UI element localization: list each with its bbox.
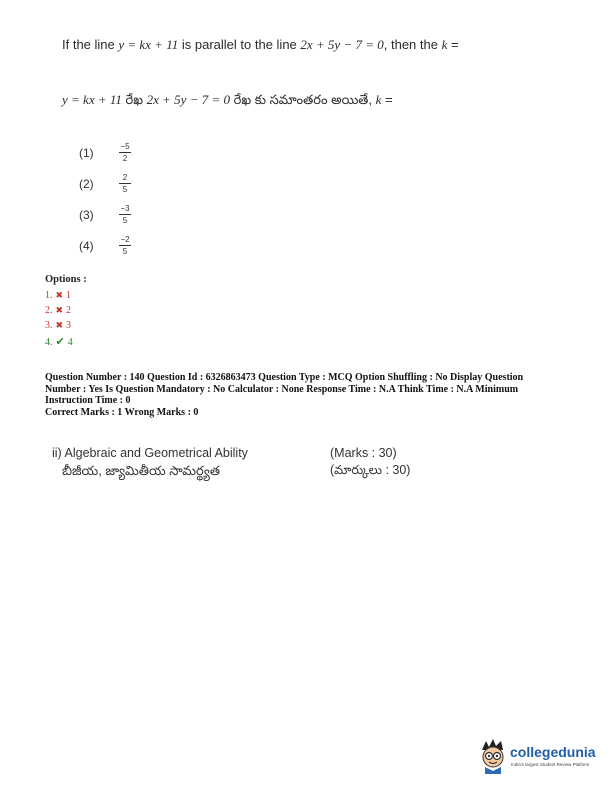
option-index: 2.	[45, 305, 53, 316]
option-value: 1	[66, 290, 72, 301]
choice-fraction-2	[118, 173, 132, 194]
option-value: 4	[67, 337, 73, 348]
option-index: 4.	[45, 337, 53, 348]
section-marks-english: (Marks : 30)	[330, 446, 397, 460]
choice-label-4: (4)	[79, 239, 94, 253]
mascot-icon	[478, 738, 508, 774]
option-row-3	[45, 320, 71, 331]
variable-k-te: k	[375, 92, 382, 107]
choice-label-1: (1)	[79, 146, 94, 160]
variable-k: k	[441, 37, 448, 52]
option-index: 3.	[45, 320, 53, 331]
option-row-2	[45, 305, 71, 316]
question-metadata	[45, 372, 565, 418]
meta-line-4: Correct Marks : 1 Wrong Marks : 0	[45, 406, 199, 418]
question-text-end: =	[447, 37, 459, 52]
numerator: −2	[120, 235, 130, 244]
meta-line-3: Instruction Time : 0	[45, 395, 131, 406]
denominator: 5	[122, 185, 128, 194]
denominator: 2	[122, 154, 128, 163]
meta-line-1: Question Number : 140 Question Id : 6326863473 Question Type : MCQ Option Shuffling : No Display Question	[45, 372, 524, 383]
check-icon: ✔	[55, 336, 65, 348]
choice-label-2: (2)	[79, 177, 94, 191]
section-marks-telugu: (మార్కులు : 30)	[330, 463, 411, 477]
cross-icon: ✖	[55, 305, 64, 315]
equation-2-te: 2x + 5y − 7 = 0	[146, 92, 230, 107]
choice-fraction-3	[118, 204, 132, 225]
meta-line-2: Number : Yes Is Question Mandatory : No Calculator : None Response Time : N.A Think Time : N.A Minimum	[45, 383, 519, 395]
options-heading: Options :	[45, 274, 87, 285]
option-index: 1.	[45, 290, 53, 301]
denominator: 5	[122, 216, 128, 225]
choice-fraction-1	[118, 142, 132, 163]
cross-icon: ✖	[55, 290, 64, 300]
telugu-end: =	[381, 92, 393, 107]
option-value: 2	[66, 305, 72, 316]
equation-1: y = kx + 11	[118, 37, 179, 52]
question-text: If the line	[62, 37, 119, 52]
section-title-english: ii) Algebraic and Geometrical Ability	[52, 446, 248, 460]
denominator: 5	[122, 247, 128, 256]
section-title-telugu: బీజీయ, జ్యామితీయ సామర్థ్యత	[62, 463, 220, 478]
choice-label-3: (3)	[79, 208, 94, 222]
brand-tagline: India's largest Student Review Platform	[511, 762, 590, 767]
telugu-word-2: రేఖ కు సమాంతరం అయితే,	[230, 92, 376, 107]
choice-fraction-4	[118, 235, 132, 256]
equation-1-te: y = kx + 11	[62, 92, 122, 107]
question-english	[62, 37, 459, 53]
question-text-suffix: , then the	[383, 37, 442, 52]
brand-name: collegedunia	[510, 744, 596, 760]
numerator: −5	[120, 142, 130, 151]
numerator: −3	[120, 204, 130, 213]
numerator: 2	[122, 173, 128, 182]
cross-icon: ✖	[55, 320, 64, 330]
equation-2: 2x + 5y − 7 = 0	[300, 37, 384, 52]
question-text-mid: is parallel to the line	[178, 37, 301, 52]
telugu-word-1: రేఖ	[121, 92, 147, 107]
option-row-4	[45, 335, 73, 348]
option-row-1	[45, 290, 71, 301]
question-telugu	[62, 92, 393, 111]
option-value: 3	[66, 320, 72, 331]
